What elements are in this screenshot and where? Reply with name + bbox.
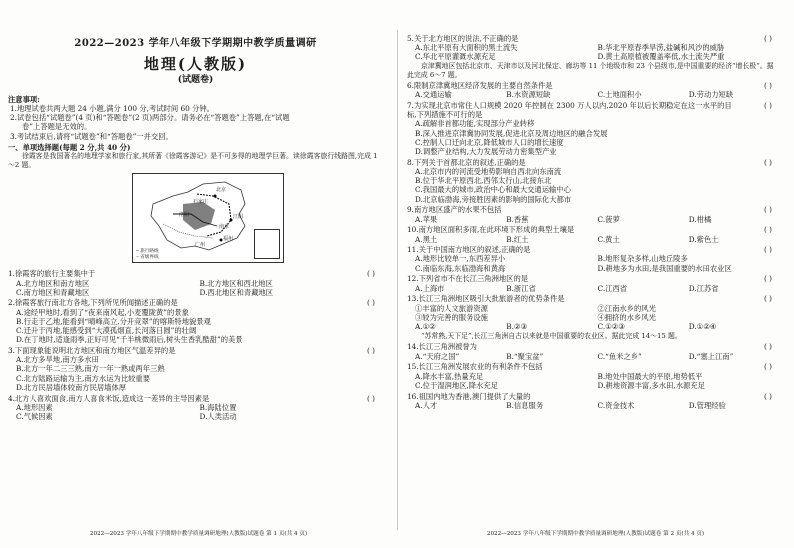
- answer-blank: ( ): [763, 245, 772, 255]
- right-page: [397, 0, 794, 548]
- note-item: 3.考试结束后,请将“试题卷”和“答题卷”一并交回。: [10, 131, 173, 141]
- option: A.途经甲地时,看到了“夜来南风起,小麦覆陇黄”的景象: [16, 307, 189, 317]
- option: D.管理经验: [688, 400, 726, 410]
- travel-route-map: [132, 173, 284, 263]
- question-text: 7.为实现北京市常住人口规模 2020 年控制在 2300 万人以内,2020 年以后长期稳定在这一水平的目标,下列措施不可行的是: [407, 101, 732, 120]
- option: D.在丁地时,适逢雨季,正好可见“千半桃微雨后,树头生香乳酷甜”的美景: [16, 335, 243, 345]
- question: [407, 34, 780, 62]
- options: [407, 352, 780, 361]
- answer-blank: ( ): [366, 346, 375, 355]
- option: C.气候因素: [16, 411, 53, 421]
- question-text: 9.南方地区盛产的水果不包括: [407, 205, 502, 215]
- option: D.紫色土: [688, 234, 719, 244]
- page-footer: 2022—2023 学年八年级下学期期中教学质量调研地理(人教版)试题卷 第 1 页(共 4 页): [89, 530, 308, 537]
- map-label-shijiazhuang: 石家庄: [193, 199, 209, 206]
- question: [407, 274, 780, 292]
- question: [407, 362, 780, 390]
- options: [407, 90, 780, 99]
- option: C.南临东海,东临渤海和黄海: [415, 263, 506, 273]
- option: ④拥挤的水乡风光: [597, 312, 656, 322]
- question: [407, 322, 780, 331]
- option: C.迁升于丙地,能感受到“大漠孤烟直,长河落日圆”的壮阔: [16, 326, 197, 336]
- answer-blank: ( ): [366, 298, 375, 308]
- option: C.黄土: [597, 234, 620, 244]
- option: ③较为完善的服务设施: [415, 312, 488, 322]
- answer-blank: ( ): [763, 157, 772, 167]
- map-label-nanjing: 南京: [219, 224, 230, 231]
- option: A.疏解非首都功能,实现部分产业转移: [415, 119, 535, 129]
- question-stem: [407, 294, 780, 303]
- question-stem: [407, 101, 780, 119]
- option: A.“天府之国”: [415, 351, 460, 361]
- right-questions-c: [407, 342, 780, 410]
- option: D.耕地资源丰富,多水田,水源充足: [597, 380, 705, 390]
- option: B.浙江省: [506, 283, 536, 293]
- notes-heading: 注意事项:: [8, 94, 40, 104]
- option: D.柑橘: [688, 214, 712, 224]
- option: B.香蕉: [506, 214, 529, 224]
- answer-blank: ( ): [763, 274, 772, 284]
- option: C.我国最大的城市,政治中心和最大交通运输中心: [415, 185, 571, 195]
- exam-title: 2022—2023 学年八年级下学期期中教学质量调研: [74, 38, 317, 49]
- option: C.控制人口迁向北京,降低城市人口的增长速度: [415, 137, 564, 147]
- option: C.“鱼米之乡”: [597, 351, 642, 361]
- option: A.地形因素: [16, 402, 53, 412]
- question-text: 5.关于北方地区的说法,不正确的是: [407, 33, 519, 43]
- answer-blank: ( ): [763, 33, 772, 43]
- answer-blank: ( ): [763, 101, 772, 111]
- option: ②江南水乡的风光: [597, 303, 656, 313]
- question-stem: [407, 392, 780, 401]
- option: D.北京临渤海,旁接胜因素的影响的国际化大都市: [415, 194, 572, 204]
- question-stem: [8, 346, 383, 355]
- options: [407, 284, 780, 293]
- question: [8, 346, 383, 392]
- option: B.行走于乙地,能看到“晴峰高立,分开竞翠”的喀斯特地貌景观: [16, 316, 211, 326]
- option: C.华北平原灌溉水源充足: [415, 51, 496, 61]
- option: A.①②: [415, 321, 436, 331]
- question: [8, 269, 383, 297]
- option: B.“聚宝盆”: [506, 351, 544, 361]
- answer-blank: ( ): [763, 81, 772, 91]
- option: D.西北地区和青藏地区: [199, 287, 274, 297]
- option: A.北方地区和南方地区: [16, 278, 90, 288]
- options: [8, 403, 383, 421]
- option: A.交通运输: [415, 90, 452, 100]
- option: D.黄土高原植被覆盖率低,水土流失严重: [597, 51, 725, 61]
- page-footer: 2022—2023 学年八年级下学期期中教学质量调研地理(人教版)试题卷 第 2 页(共 4 页): [486, 530, 705, 537]
- option: B.红土: [506, 234, 529, 244]
- right-questions-a: [407, 34, 780, 62]
- option: A.降水丰富,热量充足: [415, 371, 484, 381]
- left-questions: [8, 269, 383, 421]
- question-stem: [8, 394, 383, 403]
- option: C.北方陆路运输为主,南方水运为比较重要: [16, 373, 151, 383]
- option: B.水资源短缺: [506, 90, 551, 100]
- question-text: 11.关于中国南方地区的叙述,正确的是: [407, 245, 531, 255]
- option: B.深入推进京津冀协同发展,促进北京及周边地区的融合发展: [415, 128, 608, 138]
- question: [8, 394, 383, 422]
- option: D.①②④: [688, 321, 717, 331]
- question: [407, 245, 780, 273]
- option: A.东北平原有大面积的黑土流失: [415, 42, 518, 52]
- option: A.地形比较单一,东西差异小: [415, 254, 506, 264]
- option: A.黑土: [415, 234, 438, 244]
- option: A.北京市内的河流受地势影响自西北向东南流: [415, 167, 562, 176]
- option: C.菠萝: [597, 214, 620, 224]
- question-stem: [407, 245, 780, 254]
- question-stem: [407, 362, 780, 371]
- options: [407, 215, 780, 224]
- option: B.海陆位置: [199, 402, 237, 412]
- options: [8, 355, 383, 392]
- option: C.①②③: [597, 321, 625, 331]
- map-label-fuzhou: 福州: [223, 236, 234, 243]
- option: D.“塞上江南”: [688, 351, 734, 361]
- question-text: 12.下列省市不在长江三角洲地区的是: [407, 274, 529, 284]
- question-stem: [407, 205, 780, 214]
- question-stem: [407, 158, 780, 167]
- note-item: 1.地理试卷共两大题 24 小题,满分 100 分,考试时间 60 分钟。: [10, 104, 214, 113]
- option: B.信息服务: [506, 400, 544, 410]
- note-item: 2.试卷包括“试题卷”(4 页)和“答题卷”(2 页)两部分。请务必在“答题卷”上答题,在“试题: [10, 113, 290, 123]
- question-text: 4.北方人喜欢面食,南方人喜食米饭,造成这一差异的主导因素是: [8, 393, 210, 403]
- section-intro: 徐霞客是我国著名的地理学家和旅行家,其所著《徐霞客游记》是不可多得的地理学巨著。读徐霞客旅行线路图,完成 1～2 题。: [8, 151, 378, 169]
- answer-blank: ( ): [763, 225, 772, 235]
- map-label-jiangyin: 江阴: [233, 214, 244, 221]
- options: [407, 167, 780, 204]
- answer-blank: ( ): [763, 362, 772, 372]
- passage: 京津冀地区包括北京市、天津市以及河北保定、廊坊等 11 个地级市和 23 个县级市,是中国重要的经济“增长极”。据此完成 6～7 题。: [407, 62, 774, 79]
- question-stem: [407, 342, 780, 351]
- option: B.位于华北平原西北,西邻太行山,北接东北: [415, 176, 552, 186]
- question-text: 8.下列关于首都北京的叙述,正确的是: [407, 157, 526, 167]
- question: [407, 342, 780, 360]
- legend-route: 旅行路线: [140, 249, 159, 255]
- question-text: 2.徐霞客旅行南北方各地,下列所见所闻描述正确的是: [8, 298, 178, 308]
- south-china-sea-inset: [254, 229, 280, 259]
- question: [407, 294, 780, 322]
- question-stem: [8, 269, 383, 278]
- question: [407, 81, 780, 99]
- options: [407, 304, 780, 322]
- option: A.人才: [415, 400, 438, 410]
- option: A.上海市: [415, 283, 445, 293]
- option: D.江苏省: [688, 283, 719, 293]
- option: C.位于湿润地区,降水充足: [415, 380, 498, 390]
- question-text: 15.长江三角洲发展农业的有利条件不包括: [407, 362, 543, 372]
- option: D.北方民居墙体较南方民居墙体厚: [16, 382, 127, 392]
- option: B.北方一年二三三熟,南方一年一熟或两年三熟: [16, 364, 165, 374]
- paper-type: (试题卷): [177, 75, 214, 86]
- option: C.资金技术: [597, 400, 635, 410]
- option: B.地处中国最大的平原,地势低平: [597, 371, 703, 381]
- option: C.南方地区和青藏地区: [16, 287, 90, 297]
- note-item: 卷”上答题是无效的。: [22, 122, 92, 132]
- question-text: 6.限制京津冀地区经济发展的主要自然条件是: [407, 81, 553, 91]
- question-text: 16.祖国内地为香港,澳门提供了大量的: [407, 391, 531, 401]
- map-label-luoyang: 洛阳: [179, 212, 190, 219]
- section-title: 一、单项选择题(每题 2 分,共 40 分): [8, 142, 131, 152]
- answer-blank: ( ): [763, 294, 772, 304]
- question: [8, 298, 383, 344]
- question: [407, 101, 780, 156]
- options: [407, 254, 780, 272]
- answer-blank: ( ): [366, 269, 375, 279]
- question-text: 1.徐霞客的旅行主要集中于: [8, 269, 96, 279]
- option: D.耕地多为水田,是我国重要的水田农业区: [597, 263, 732, 273]
- question-text: 14.长江三角洲被誉为: [407, 342, 477, 352]
- option: B.华北平原春季旱涝,盐碱和风沙的威胁: [597, 42, 725, 52]
- option: B.地形复杂多样,山地丘陵多: [597, 254, 688, 264]
- options: [407, 372, 780, 390]
- legend-border: 省级界线: [140, 254, 159, 260]
- option: D.调整产业结构,大力发展劳动力密集型产业: [415, 147, 557, 157]
- question: [407, 158, 780, 204]
- question: [407, 392, 780, 410]
- option: A.北方多旱地,南方多水田: [16, 355, 99, 365]
- answer-blank: ( ): [763, 205, 772, 215]
- options: [8, 308, 383, 345]
- options: [407, 322, 780, 331]
- question-stem: [407, 34, 780, 43]
- subject-title: 地理(人教版): [143, 54, 248, 73]
- question-stem: [407, 81, 780, 90]
- options: [8, 279, 383, 297]
- question: [407, 225, 780, 243]
- answer-blank: ( ): [763, 342, 772, 352]
- question-text: 13.长江三角洲地区吸引大批旅游者的优势条件是: [407, 294, 565, 304]
- map-label-beijing: 北京: [216, 187, 227, 194]
- option: D.人类活动: [199, 411, 237, 421]
- passage: “苏常熟,天下足”,长江三角洲自古以来就是中国重要的农业区。据此完成 14～15 题。: [421, 332, 682, 341]
- option: A.苹果: [415, 214, 438, 224]
- options: [407, 235, 780, 244]
- option: C.土地面积小: [597, 90, 642, 100]
- question-text: 3.下面现象能说明北方地区和南方地区气温差异的是: [8, 346, 176, 355]
- option: D.劳动力短缺: [688, 90, 734, 100]
- answer-blank: ( ): [763, 391, 772, 401]
- question: [407, 205, 780, 223]
- answer-blank: ( ): [366, 393, 375, 403]
- option: B.北方地区和西北地区: [199, 278, 273, 288]
- option: C.江西省: [597, 283, 628, 293]
- map-label-guangzhou: 广州: [195, 242, 206, 249]
- question-stem: [407, 225, 780, 234]
- map-legend: ─ 旅行路线 ┄ 省级界线: [136, 249, 159, 260]
- option: B.②③: [506, 321, 528, 331]
- options: [407, 43, 780, 61]
- option: ①丰富的人文旅游资源: [415, 303, 488, 313]
- question-stem: [8, 298, 383, 307]
- options: [407, 119, 780, 156]
- options: [407, 401, 780, 410]
- question-stem: [407, 274, 780, 283]
- right-questions-b: [407, 81, 780, 331]
- question-text: 10.南方地区面积多雨,在此环境下形成的典型土壤是: [407, 225, 575, 235]
